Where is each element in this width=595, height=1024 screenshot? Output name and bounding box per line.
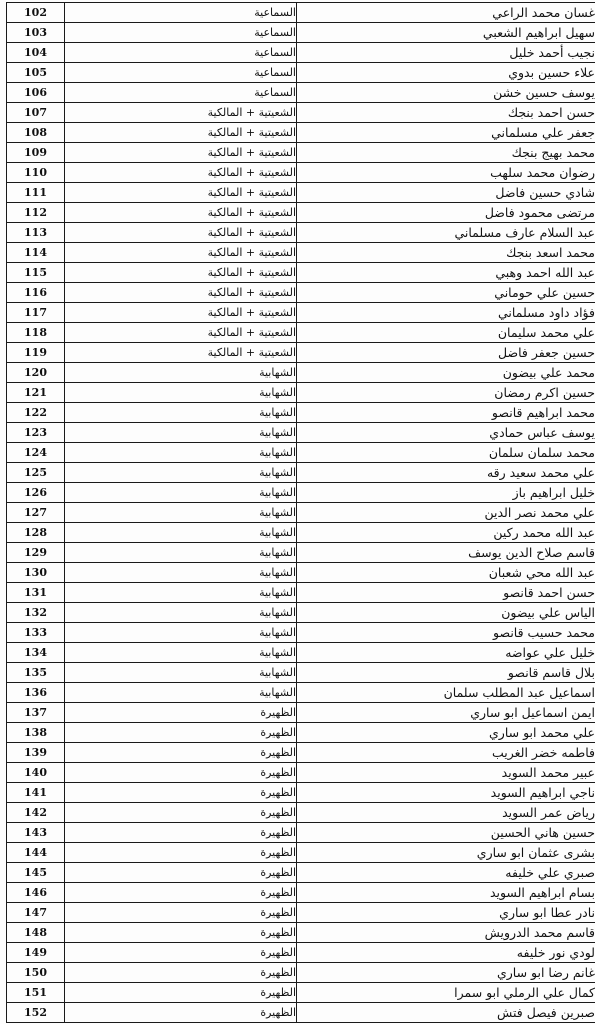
row-number: 152 bbox=[7, 1003, 65, 1023]
table-row bbox=[7, 183, 595, 203]
region-cell bbox=[65, 883, 297, 903]
region-cell bbox=[65, 783, 297, 803]
region-label: الشهابية bbox=[259, 406, 296, 419]
table-row bbox=[7, 243, 595, 263]
region-label: الظهيرة bbox=[260, 886, 296, 899]
row-number: 130 bbox=[7, 563, 65, 583]
person-name: لودي نور خليفه bbox=[297, 943, 595, 963]
table-row bbox=[7, 63, 595, 83]
row-number: 121 bbox=[7, 383, 65, 403]
region-label: السماعية bbox=[254, 26, 296, 39]
region-cell bbox=[65, 83, 297, 103]
table-row bbox=[7, 703, 595, 723]
region-cell bbox=[65, 563, 297, 583]
table-row bbox=[7, 923, 595, 943]
region-label: الشهابية bbox=[259, 686, 296, 699]
table-row bbox=[7, 303, 595, 323]
region-label: الشهابية bbox=[259, 646, 296, 659]
row-number: 118 bbox=[7, 323, 65, 343]
region-cell bbox=[65, 743, 297, 763]
person-name: خليل علي عواضه bbox=[297, 643, 595, 663]
table-row bbox=[7, 643, 595, 663]
table-row bbox=[7, 83, 595, 103]
region-label: الشهابية bbox=[259, 446, 296, 459]
region-cell bbox=[65, 503, 297, 523]
row-number: 141 bbox=[7, 783, 65, 803]
region-label: الظهيرة bbox=[260, 966, 296, 979]
table-row bbox=[7, 263, 595, 283]
region-label: الظهيرة bbox=[260, 786, 296, 799]
row-number: 106 bbox=[7, 83, 65, 103]
region-label: الظهيرة bbox=[260, 746, 296, 759]
row-number: 102 bbox=[7, 3, 65, 23]
row-number: 150 bbox=[7, 963, 65, 983]
region-cell bbox=[65, 283, 297, 303]
row-number: 107 bbox=[7, 103, 65, 123]
region-label: الشهابية bbox=[259, 566, 296, 579]
region-label: الشعيتية + المالكية bbox=[207, 246, 296, 259]
row-number: 103 bbox=[7, 23, 65, 43]
region-label: الظهيرة bbox=[260, 906, 296, 919]
region-label: الشعيتية + المالكية bbox=[207, 166, 296, 179]
row-number: 133 bbox=[7, 623, 65, 643]
person-name: خليل ابراهيم باز bbox=[297, 483, 595, 503]
person-name: علي محمد نصر الدين bbox=[297, 503, 595, 523]
table-row bbox=[7, 903, 595, 923]
region-cell bbox=[65, 183, 297, 203]
person-name: صبرين فيصل فتش bbox=[297, 1003, 595, 1023]
table-row bbox=[7, 563, 595, 583]
table-row bbox=[7, 743, 595, 763]
person-name: محمد حسيب قانصو bbox=[297, 623, 595, 643]
table-row bbox=[7, 763, 595, 783]
region-label: الظهيرة bbox=[260, 826, 296, 839]
person-name: علي محمد سعيد رقه bbox=[297, 463, 595, 483]
table-row bbox=[7, 43, 595, 63]
region-cell bbox=[65, 843, 297, 863]
region-label: الظهيرة bbox=[260, 846, 296, 859]
region-label: الظهيرة bbox=[260, 806, 296, 819]
person-name: عبد السلام عارف مسلماني bbox=[297, 223, 595, 243]
table-row bbox=[7, 723, 595, 743]
row-number: 120 bbox=[7, 363, 65, 383]
table-row bbox=[7, 223, 595, 243]
region-cell bbox=[65, 103, 297, 123]
region-cell bbox=[65, 583, 297, 603]
table-row bbox=[7, 943, 595, 963]
table-row bbox=[7, 683, 595, 703]
region-label: الشعيتية + المالكية bbox=[207, 126, 296, 139]
region-cell bbox=[65, 43, 297, 63]
row-number: 110 bbox=[7, 163, 65, 183]
row-number: 104 bbox=[7, 43, 65, 63]
table-row bbox=[7, 163, 595, 183]
region-cell bbox=[65, 863, 297, 883]
person-name: محمد علي بيضون bbox=[297, 363, 595, 383]
region-label: الظهيرة bbox=[260, 706, 296, 719]
region-label: الظهيرة bbox=[260, 926, 296, 939]
table-row bbox=[7, 583, 595, 603]
row-number: 123 bbox=[7, 423, 65, 443]
row-number: 116 bbox=[7, 283, 65, 303]
region-cell bbox=[65, 1003, 297, 1023]
person-name: مرتضى محمود فاضل bbox=[297, 203, 595, 223]
region-label: الشعيتية + المالكية bbox=[207, 346, 296, 359]
region-cell bbox=[65, 723, 297, 743]
table-row bbox=[7, 403, 595, 423]
row-number: 136 bbox=[7, 683, 65, 703]
row-number: 148 bbox=[7, 923, 65, 943]
row-number: 126 bbox=[7, 483, 65, 503]
row-number: 145 bbox=[7, 863, 65, 883]
person-name: رضوان محمد سلهب bbox=[297, 163, 595, 183]
region-label: الشعيتية + المالكية bbox=[207, 106, 296, 119]
person-name: ايمن اسماعيل ابو ساري bbox=[297, 703, 595, 723]
row-number: 113 bbox=[7, 223, 65, 243]
row-number: 149 bbox=[7, 943, 65, 963]
region-label: السماعية bbox=[254, 66, 296, 79]
region-cell bbox=[65, 403, 297, 423]
region-label: الشهابية bbox=[259, 606, 296, 619]
row-number: 115 bbox=[7, 263, 65, 283]
row-number: 114 bbox=[7, 243, 65, 263]
person-name: نجيب أحمد خليل bbox=[297, 43, 595, 63]
table-row bbox=[7, 883, 595, 903]
table-row bbox=[7, 663, 595, 683]
row-number: 151 bbox=[7, 983, 65, 1003]
person-name: علي محمد ابو ساري bbox=[297, 723, 595, 743]
person-name: ناجي ابراهيم السويد bbox=[297, 783, 595, 803]
region-cell bbox=[65, 263, 297, 283]
row-number: 105 bbox=[7, 63, 65, 83]
region-label: الشهابية bbox=[259, 506, 296, 519]
region-cell bbox=[65, 823, 297, 843]
table-row bbox=[7, 543, 595, 563]
table-row bbox=[7, 363, 595, 383]
person-name: جعفر علي مسلماني bbox=[297, 123, 595, 143]
person-name: علي محمد سليمان bbox=[297, 323, 595, 343]
row-number: 137 bbox=[7, 703, 65, 723]
row-number: 147 bbox=[7, 903, 65, 923]
row-number: 125 bbox=[7, 463, 65, 483]
person-name: غانم رضا ابو ساري bbox=[297, 963, 595, 983]
region-cell bbox=[65, 143, 297, 163]
table-row bbox=[7, 483, 595, 503]
region-label: الشعيتية + المالكية bbox=[207, 266, 296, 279]
region-cell bbox=[65, 703, 297, 723]
region-cell bbox=[65, 3, 297, 23]
region-label: الشعيتية + المالكية bbox=[207, 286, 296, 299]
table-row bbox=[7, 3, 595, 23]
row-number: 134 bbox=[7, 643, 65, 663]
region-label: الشهابية bbox=[259, 626, 296, 639]
person-name: محمد بهيج بنجك bbox=[297, 143, 595, 163]
row-number: 111 bbox=[7, 183, 65, 203]
region-cell bbox=[65, 623, 297, 643]
region-cell bbox=[65, 763, 297, 783]
table-row bbox=[7, 143, 595, 163]
region-label: الشعيتية + المالكية bbox=[207, 146, 296, 159]
table-row bbox=[7, 603, 595, 623]
region-label: الظهيرة bbox=[260, 946, 296, 959]
region-cell bbox=[65, 323, 297, 343]
row-number: 139 bbox=[7, 743, 65, 763]
person-name: كمال علي الرملي ابو سمرا bbox=[297, 983, 595, 1003]
row-number: 143 bbox=[7, 823, 65, 843]
region-cell bbox=[65, 443, 297, 463]
table-row bbox=[7, 123, 595, 143]
table-row bbox=[7, 863, 595, 883]
person-name: قاسم محمد الدرويش bbox=[297, 923, 595, 943]
roster-table-body bbox=[7, 3, 595, 1023]
table-row bbox=[7, 443, 595, 463]
row-number: 122 bbox=[7, 403, 65, 423]
person-name: سهيل ابراهيم الشعبي bbox=[297, 23, 595, 43]
row-number: 131 bbox=[7, 583, 65, 603]
region-cell bbox=[65, 963, 297, 983]
person-name: غسان محمد الراعي bbox=[297, 3, 595, 23]
region-label: الشعيتية + المالكية bbox=[207, 186, 296, 199]
region-cell bbox=[65, 463, 297, 483]
region-cell bbox=[65, 303, 297, 323]
person-name: بلال قاسم قانصو bbox=[297, 663, 595, 683]
region-label: الشعيتية + المالكية bbox=[207, 326, 296, 339]
person-name: محمد اسعد بنجك bbox=[297, 243, 595, 263]
person-name: شادي حسين فاضل bbox=[297, 183, 595, 203]
region-cell bbox=[65, 483, 297, 503]
table-row bbox=[7, 203, 595, 223]
person-name: محمد سلمان سلمان bbox=[297, 443, 595, 463]
row-number: 119 bbox=[7, 343, 65, 363]
region-label: الشهابية bbox=[259, 486, 296, 499]
row-number: 138 bbox=[7, 723, 65, 743]
person-name: الياس علي بيضون bbox=[297, 603, 595, 623]
person-name: عبد الله محي شعبان bbox=[297, 563, 595, 583]
person-name: حسين جعفر فاضل bbox=[297, 343, 595, 363]
region-label: الشهابية bbox=[259, 666, 296, 679]
region-cell bbox=[65, 343, 297, 363]
region-cell bbox=[65, 603, 297, 623]
table-row bbox=[7, 423, 595, 443]
region-label: السماعية bbox=[254, 6, 296, 19]
region-cell bbox=[65, 943, 297, 963]
region-cell bbox=[65, 523, 297, 543]
person-name: نادر عطا ابو ساري bbox=[297, 903, 595, 923]
table-row bbox=[7, 523, 595, 543]
region-cell bbox=[65, 803, 297, 823]
region-label: الشهابية bbox=[259, 526, 296, 539]
region-label: الظهيرة bbox=[260, 1006, 296, 1019]
row-number: 132 bbox=[7, 603, 65, 623]
region-label: الشهابية bbox=[259, 466, 296, 479]
person-name: يوسف عباس حمادي bbox=[297, 423, 595, 443]
region-cell bbox=[65, 683, 297, 703]
person-name: عبير محمد السويد bbox=[297, 763, 595, 783]
row-number: 108 bbox=[7, 123, 65, 143]
person-name: بسام ابراهيم السويد bbox=[297, 883, 595, 903]
person-name: فؤاد داود مسلماني bbox=[297, 303, 595, 323]
region-label: الظهيرة bbox=[260, 866, 296, 879]
region-cell bbox=[65, 23, 297, 43]
table-row bbox=[7, 383, 595, 403]
row-number: 112 bbox=[7, 203, 65, 223]
person-name: حسن احمد بنجك bbox=[297, 103, 595, 123]
roster-table bbox=[6, 2, 595, 1023]
region-cell bbox=[65, 63, 297, 83]
person-name: عبد الله محمد ركين bbox=[297, 523, 595, 543]
region-label: الشهابية bbox=[259, 386, 296, 399]
person-name: رياض عمر السويد bbox=[297, 803, 595, 823]
table-row bbox=[7, 103, 595, 123]
region-label: السماعية bbox=[254, 46, 296, 59]
row-number: 129 bbox=[7, 543, 65, 563]
region-label: الظهيرة bbox=[260, 766, 296, 779]
person-name: محمد ابراهيم قانصو bbox=[297, 403, 595, 423]
person-name: عبد الله احمد وهبي bbox=[297, 263, 595, 283]
row-number: 117 bbox=[7, 303, 65, 323]
row-number: 142 bbox=[7, 803, 65, 823]
row-number: 109 bbox=[7, 143, 65, 163]
region-cell bbox=[65, 663, 297, 683]
person-name: قاسم صلاح الدين يوسف bbox=[297, 543, 595, 563]
region-cell bbox=[65, 643, 297, 663]
region-cell bbox=[65, 363, 297, 383]
table-row bbox=[7, 623, 595, 643]
table-row bbox=[7, 503, 595, 523]
region-cell bbox=[65, 903, 297, 923]
table-row bbox=[7, 23, 595, 43]
table-row bbox=[7, 1003, 595, 1023]
table-row bbox=[7, 343, 595, 363]
table-row bbox=[7, 803, 595, 823]
region-cell bbox=[65, 983, 297, 1003]
region-cell bbox=[65, 163, 297, 183]
person-name: حسين هاني الحسين bbox=[297, 823, 595, 843]
person-name: بشرى عثمان ابو ساري bbox=[297, 843, 595, 863]
region-cell bbox=[65, 383, 297, 403]
region-cell bbox=[65, 423, 297, 443]
person-name: علاء حسين بدوي bbox=[297, 63, 595, 83]
region-label: الشهابية bbox=[259, 546, 296, 559]
region-label: الشعيتية + المالكية bbox=[207, 206, 296, 219]
table-row bbox=[7, 823, 595, 843]
region-cell bbox=[65, 543, 297, 563]
region-cell bbox=[65, 243, 297, 263]
region-label: الظهيرة bbox=[260, 986, 296, 999]
table-row bbox=[7, 323, 595, 343]
row-number: 124 bbox=[7, 443, 65, 463]
table-row bbox=[7, 463, 595, 483]
row-number: 128 bbox=[7, 523, 65, 543]
row-number: 135 bbox=[7, 663, 65, 683]
region-label: الشعيتية + المالكية bbox=[207, 226, 296, 239]
person-name: يوسف حسين خشن bbox=[297, 83, 595, 103]
region-label: الظهيرة bbox=[260, 726, 296, 739]
person-name: فاطمه خضر الغريب bbox=[297, 743, 595, 763]
region-label: الشهابية bbox=[259, 586, 296, 599]
person-name: حسين اكرم رمضان bbox=[297, 383, 595, 403]
region-cell bbox=[65, 203, 297, 223]
row-number: 146 bbox=[7, 883, 65, 903]
region-label: السماعية bbox=[254, 86, 296, 99]
region-label: الشعيتية + المالكية bbox=[207, 306, 296, 319]
table-row bbox=[7, 963, 595, 983]
person-name: حسن احمد قانصو bbox=[297, 583, 595, 603]
table-row bbox=[7, 283, 595, 303]
person-name: صبري علي خليفه bbox=[297, 863, 595, 883]
region-cell bbox=[65, 223, 297, 243]
row-number: 144 bbox=[7, 843, 65, 863]
table-row bbox=[7, 843, 595, 863]
table-row bbox=[7, 983, 595, 1003]
region-label: الشهابية bbox=[259, 366, 296, 379]
table-row bbox=[7, 783, 595, 803]
region-label: الشهابية bbox=[259, 426, 296, 439]
person-name: اسماعيل عبد المطلب سلمان bbox=[297, 683, 595, 703]
person-name: حسين علي حوماني bbox=[297, 283, 595, 303]
row-number: 127 bbox=[7, 503, 65, 523]
region-cell bbox=[65, 123, 297, 143]
region-cell bbox=[65, 923, 297, 943]
row-number: 140 bbox=[7, 763, 65, 783]
